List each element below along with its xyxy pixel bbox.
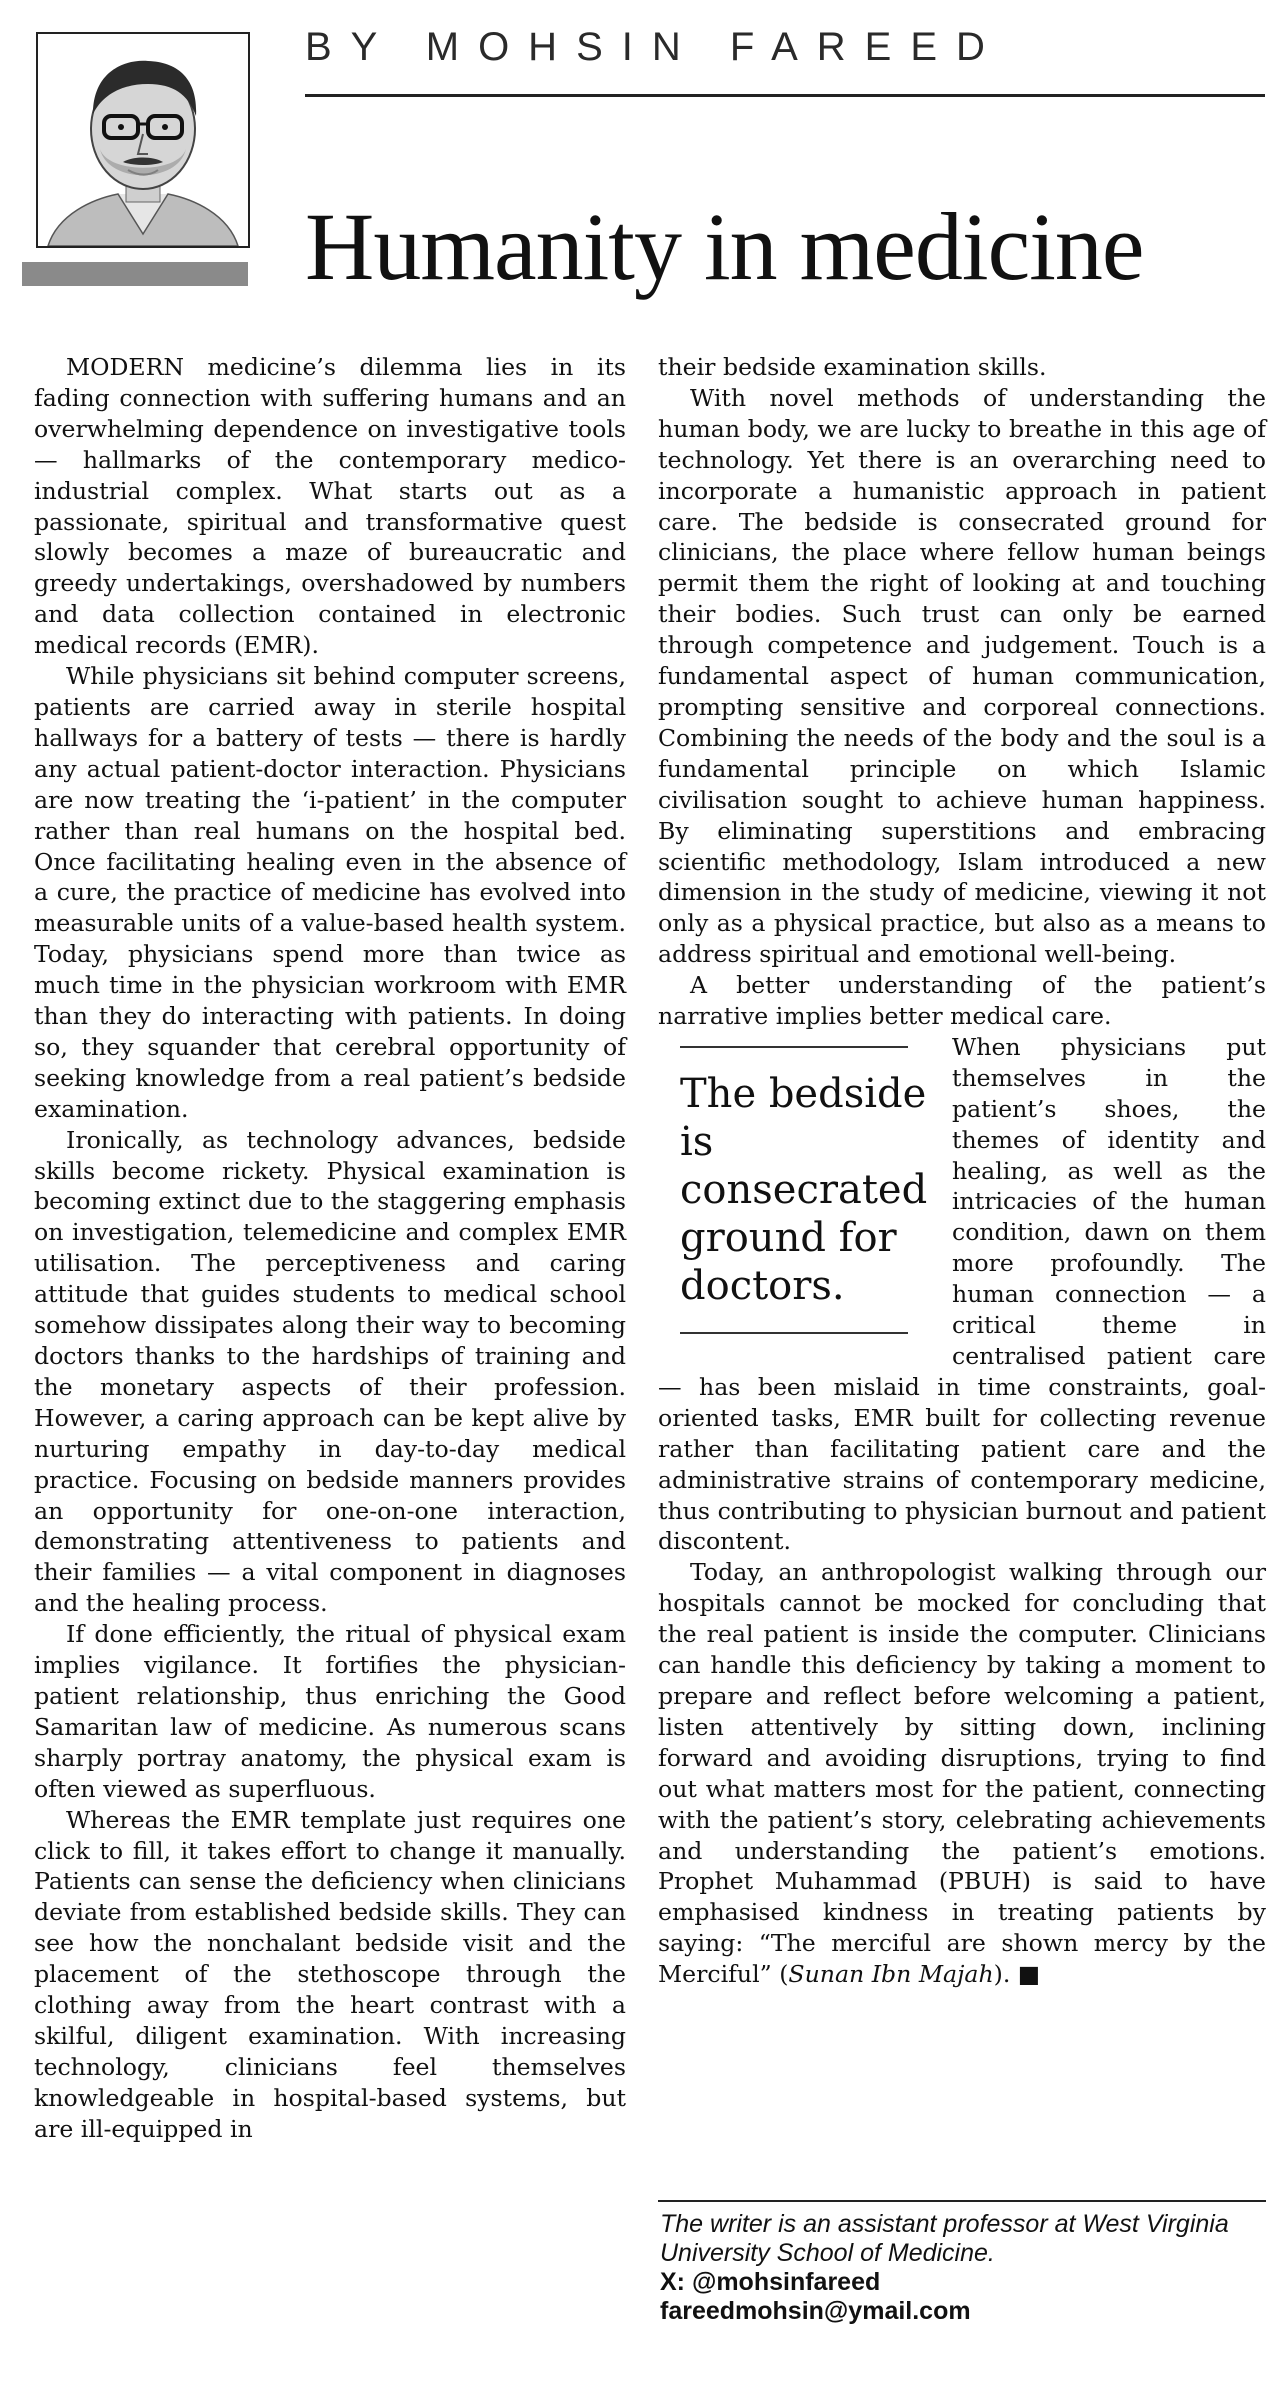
article-column-right bbox=[658, 352, 1266, 2212]
paragraph-text-end: ). bbox=[993, 1960, 1011, 1989]
paragraph: With novel methods of understanding the human body, we are lucky to breathe in this age of technology. Yet there is an overarching need to incorporate a humanistic approach in patient care. The bedside is consecrated ground for clinicians, the place where fellow human beings permit them the right of looking at and touching their bodies. Such trust can only be earned through competence and judgement. Touch is a fundamental aspect of human communication, prompting sensitive and corporeal connections. Combining the needs of the body and the soul is a fundamental principle on which Islamic civilisation sought to achieve human happiness. By eliminating superstitions and embracing scientific methodology, Islam introduced a new dimension in the study of medicine, viewing it not only as a physical practice, but also as a means to address spiritual and emotional well-being. bbox=[658, 383, 1266, 969]
pull-quote bbox=[658, 1046, 928, 1334]
author-email: fareedmohsin@ymail.com bbox=[660, 2297, 971, 2325]
paragraph: A better understanding of the patient’s narrative implies better medical care. bbox=[658, 971, 1266, 1031]
paragraph: When physicians put themselves in the patient’s shoes, the themes of identity and healing, as well as the intricacies of the human condition, dawn on them more profoundly. The human connection — a critical theme in centralised patient care — has been mislaid in time constraints, goal-oriented tasks, EMR built for collecting revenue rather than facilitating patient care and the administrative strains of contemporary medicine, thus contributing to physician burnout and patient discontent. bbox=[658, 1032, 1266, 1556]
author-portrait-icon bbox=[38, 34, 248, 246]
paragraph: Ironically, as technology advances, bedside skills become rickety. Physical examination is becoming extinct due to the staggering emphasis on investigation, telemedicine and complex EMR utilisation. The perceptiveness and caring attitude that guides students to medical school somehow dissipates along their way to becoming doctors thanks to the hardships of training and the monetary aspects of their profession. However, a caring approach can be kept alive by nurturing empathy in day-to-day medical practice. Focusing on bedside manners provides an opportunity for one-on-one interaction, demonstrating attentiveness to patients and their families — a vital component in diagnoses and the healing process. bbox=[34, 1125, 626, 1618]
paragraph: Whereas the EMR template just requires one click to fill, it takes effort to change it manually. Patients can sense the deficiency when clinicians deviate from established bedside skills. They can see how the nonchalant bedside visit and the placement of the stethoscope through the clothing away from the heart contrast with a skilful, diligent examination. With increasing technology, clinicians feel themselves knowledgeable in hospital-based systems, but are ill-equipped in bbox=[34, 1805, 626, 2143]
author-portrait bbox=[36, 32, 250, 248]
paragraph: If done efficiently, the ritual of physical exam implies vigilance. It fortifies the physician-patient relationship, thus enriching the Good Samaritan law of medicine. As numerous scans sharply portray anatomy, the physical exam is often viewed as superfluous. bbox=[34, 1620, 626, 1803]
paragraph bbox=[658, 1557, 1266, 1990]
article-column-left bbox=[34, 352, 626, 2382]
end-mark-icon: ■ bbox=[1017, 1960, 1041, 1989]
paragraph: While physicians sit behind computer screens, patients are carried away in sterile hospital hallways for a battery of tests — there is hardly any actual patient-doctor interaction. Physicians are now treating the ‘i-patient’ in the computer rather than real humans on the hospital bed. Once facilitating healing even in the absence of a cure, the practice of medicine has evolved into measurable units of a value-based health system. Today, physicians spend more than twice as much time in the physician workroom with EMR than they do interacting with patients. In doing so, they squander that cerebral opportunity of seeking knowledge from a real patient’s bedside examination. bbox=[34, 662, 626, 1123]
citation-source: Sunan Ibn Majah bbox=[788, 1960, 994, 1989]
author-footer bbox=[660, 2210, 1266, 2326]
byline: BY MOHSIN FAREED bbox=[305, 25, 1004, 69]
pull-quote-rule-bottom bbox=[680, 1332, 908, 1334]
footer-rule bbox=[658, 2200, 1266, 2202]
paragraph-continuation: their bedside examination skills. bbox=[658, 353, 1047, 381]
author-bio: The writer is an assistant professor at West Virginia University School of Medicine. bbox=[660, 2210, 1229, 2267]
headline: Humanity in medicine bbox=[305, 193, 1144, 300]
author-social-handle: X: @mohsinfareed bbox=[660, 2268, 881, 2296]
portrait-accent-bar bbox=[22, 262, 248, 286]
paragraph: MODERN medicine’s dilemma lies in its fading connection with suffering humans and an overwhelming dependence on investigative tools — hallmarks of the contemporary medico-industrial complex. What starts out as a passionate, spiritual and transformative quest slowly becomes a maze of bureaucratic and greedy undertakings, overshadowed by numbers and data collection contained in electronic medical records (EMR). bbox=[34, 353, 626, 660]
pull-quote-text: The bedside is consecrated ground for doctors. bbox=[680, 1070, 928, 1309]
byline-rule bbox=[305, 94, 1265, 97]
paragraph-text: Today, an anthropologist walking through our hospitals cannot be mocked for concluding that the real patient is inside the computer. Clinicians can handle this deficiency by taking a moment to prepare and reflect before welcoming a patient, listen attentively by sitting down, inclining forward and avoiding disruptions, trying to find out what matters most for the patient, connecting with the patient’s story, celebrating achievements and understanding the patient’s emotions. Prophet Muhammad (PBUH) is said to have emphasised kindness in treating patients by saying: “The merciful are shown mercy by the Merciful” ( bbox=[658, 1558, 1266, 1989]
